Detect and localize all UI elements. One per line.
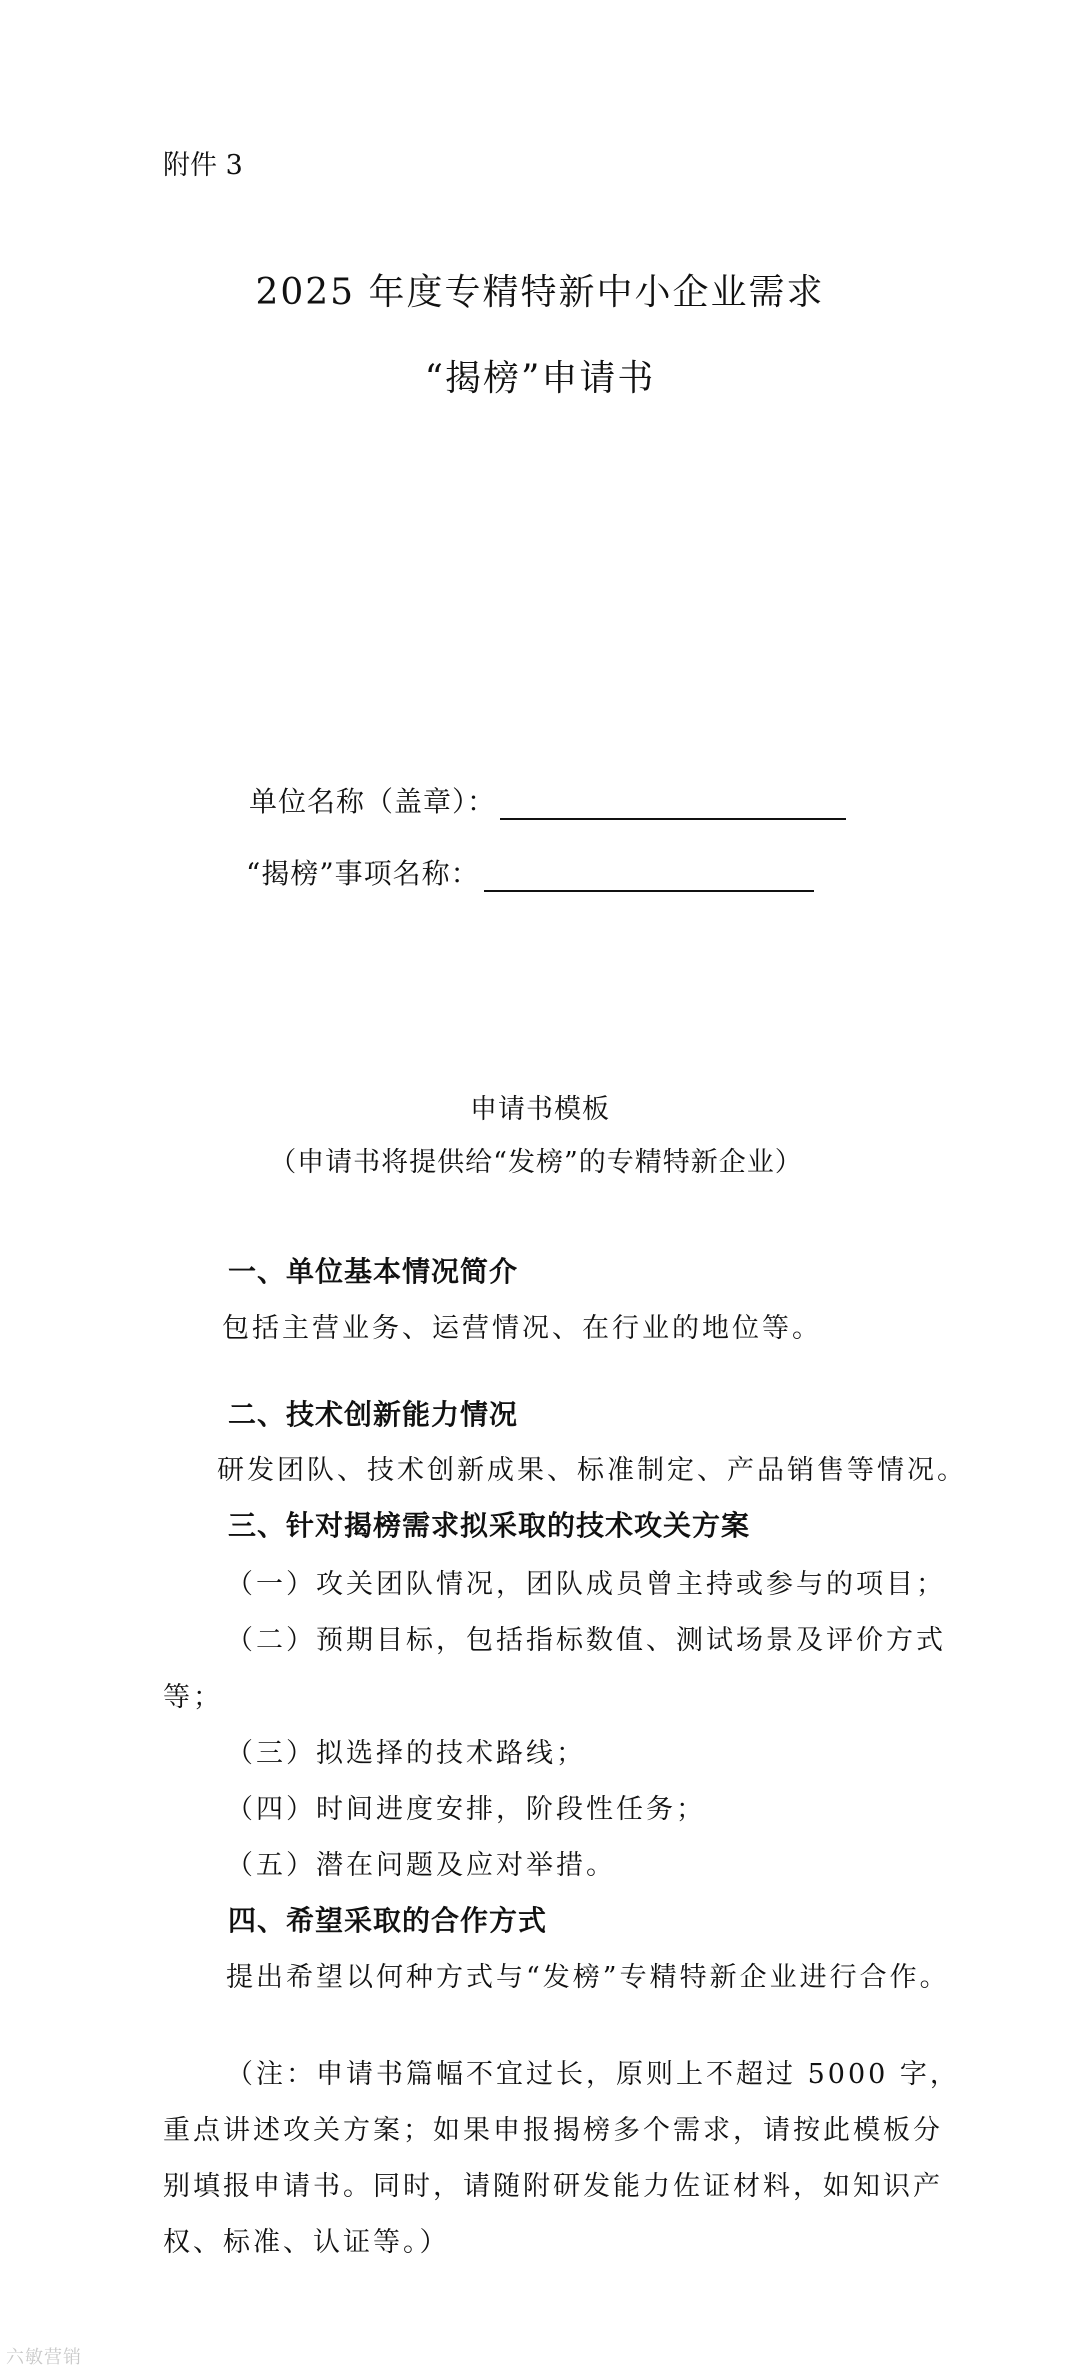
note-line-1: （注：申请书篇幅不宜过长，原则上不超过 5000 字， xyxy=(226,2059,960,2090)
section-4-heading: 四、希望采取的合作方式 xyxy=(228,1904,548,1937)
note-line-4: 权、标准、认证等。） xyxy=(163,2227,450,2258)
item-name-label: “揭榜”事项名称： xyxy=(246,857,480,890)
section-1-text: 包括主营业务、运营情况、在行业的地位等。 xyxy=(222,1313,822,1344)
section-3-item-4: （四）时间进度安排，阶段性任务； xyxy=(226,1794,706,1825)
item-name-field xyxy=(246,852,814,892)
section-1-heading: 一、单位基本情况简介 xyxy=(228,1255,519,1288)
section-2-heading: 二、技术创新能力情况 xyxy=(228,1398,519,1431)
document-title: 2025 年度专精特新中小企业需求 xyxy=(255,272,825,313)
item-name-blank-line xyxy=(484,860,814,892)
section-4-text: 提出希望以何种方式与“发榜”专精特新企业进行合作。 xyxy=(226,1962,950,1993)
template-title: 申请书模板 xyxy=(470,1094,610,1125)
watermark-text: 六敏营销 xyxy=(6,2347,82,2368)
template-subtitle: （申请书将提供给“发榜”的专精特新企业） xyxy=(269,1147,803,1178)
watermark xyxy=(6,2343,82,2369)
section-3-item-2-continuation: 等； xyxy=(163,1682,223,1713)
attachment-label: 附件 3 xyxy=(163,150,243,181)
note-line-2: 重点讲述攻关方案；如果申报揭榜多个需求，请按此模板分 xyxy=(163,2115,943,2146)
unit-name-field xyxy=(249,780,846,820)
section-3-item-3: （三）拟选择的技术路线； xyxy=(226,1738,586,1769)
section-3-item-1: （一）攻关团队情况，团队成员曾主持或参与的项目； xyxy=(226,1569,946,1600)
section-3-heading: 三、针对揭榜需求拟采取的技术攻关方案 xyxy=(228,1509,751,1542)
document-subtitle: “揭榜”申请书 xyxy=(424,358,656,399)
note-line-3: 别填报申请书。同时，请随附研发能力佐证材料，如知识产 xyxy=(163,2171,943,2202)
section-3-item-5: （五）潜在问题及应对举措。 xyxy=(226,1850,616,1881)
unit-name-label: 单位名称（盖章）： xyxy=(249,785,497,818)
section-3-item-2: （二）预期目标，包括指标数值、测试场景及评价方式 xyxy=(226,1625,946,1656)
unit-name-blank-line xyxy=(500,788,846,820)
section-2-text: 研发团队、技术创新成果、标准制定、产品销售等情况。 xyxy=(217,1455,967,1486)
